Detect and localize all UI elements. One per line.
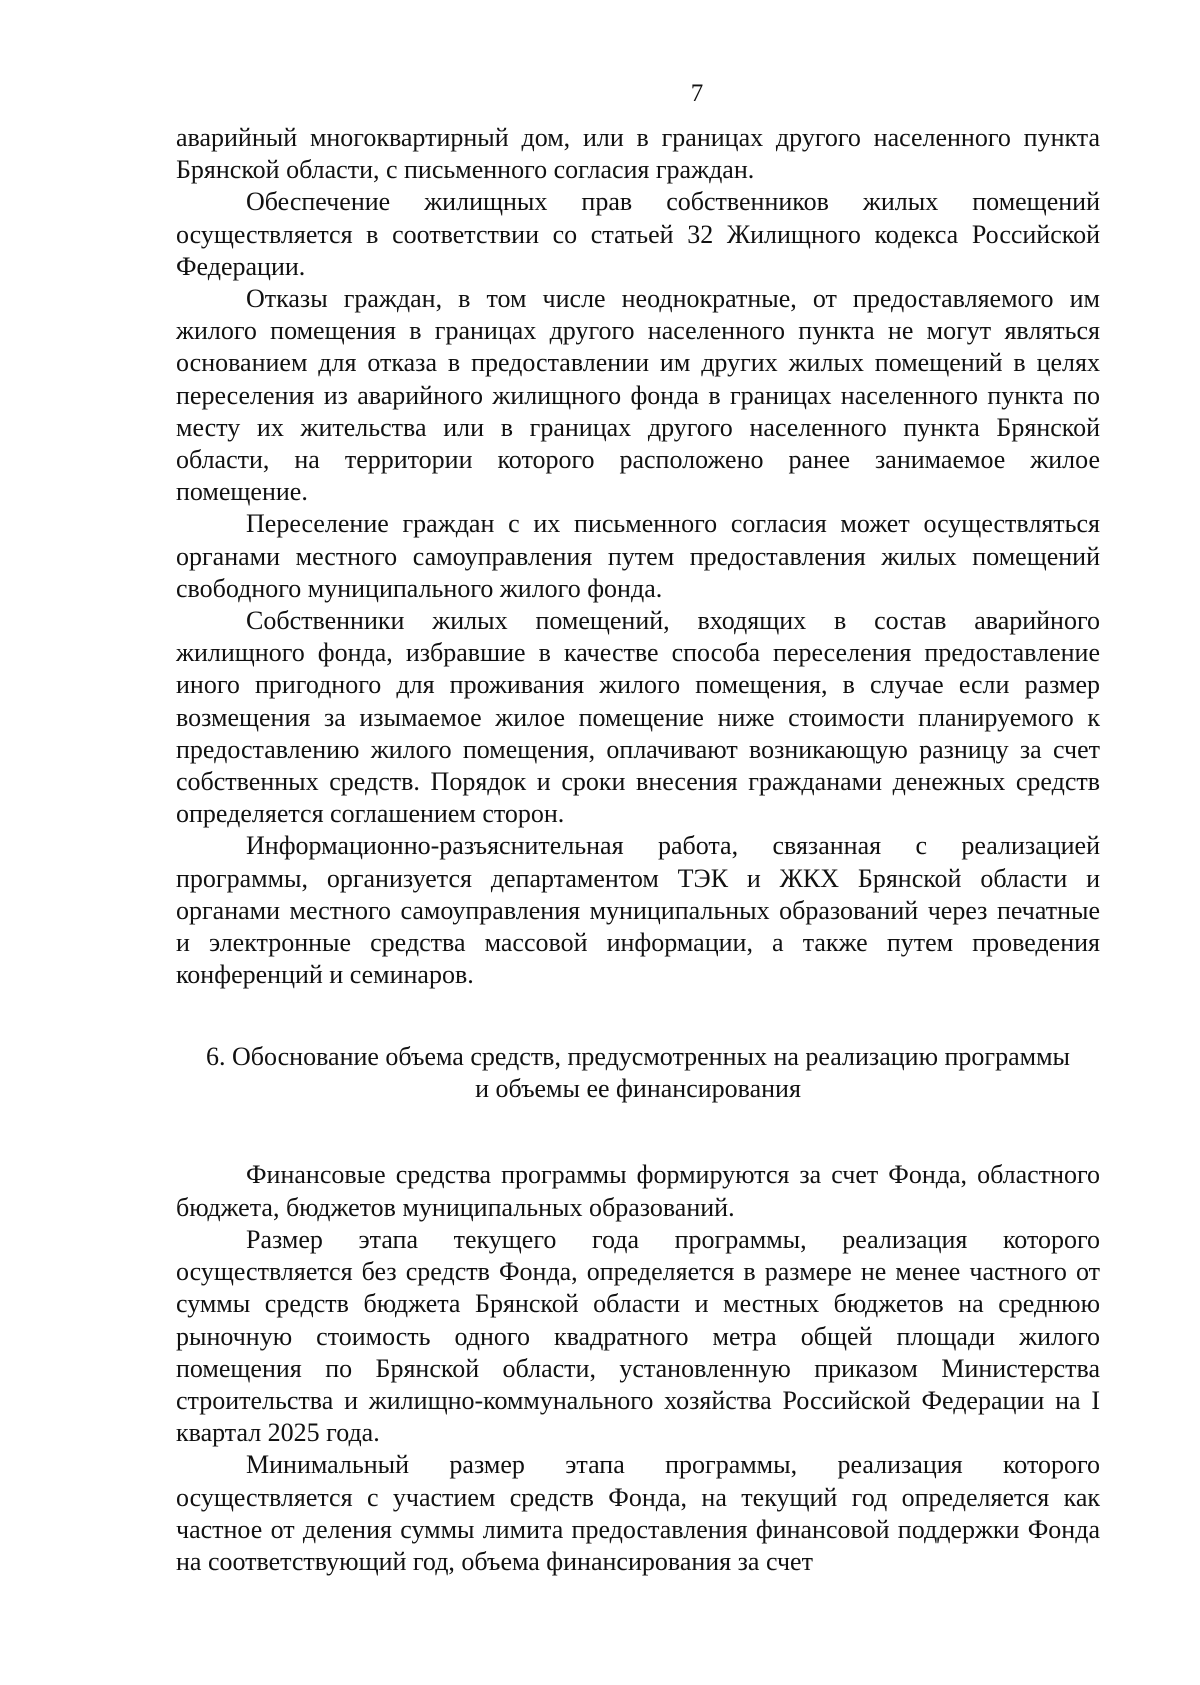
paragraph-housing-rights: Обеспечение жилищных прав собственников жилых помещений осуществляется в соответствии со статьей 32 Жилищного кодекса Российской Федерации.	[176, 187, 1100, 281]
page-number: 7	[690, 80, 704, 107]
section-heading-line-1: 6. Обоснование объема средств, предусмотренных на реализацию программы	[205, 1042, 1070, 1072]
paragraph-resettlement-consent: Переселение граждан с их письменного согласия может осуществляться органами местного самоуправления путем предоставления жилых помещений свободного муниципального жилого фонда.	[176, 509, 1100, 603]
paragraph-information-work: Информационно-разъяснительная работа, связанная с реализацией программы, организуется департаментом ТЭК и ЖКХ Брянской области и органами местного самоуправления муниципальных образований через печатные и электронные средства массовой информации, а также путем проведения конференций и семинаров.	[176, 831, 1100, 990]
document-page	[176, 78, 1100, 1578]
section-heading-line-2: и объемы ее финансирования	[475, 1074, 801, 1104]
paragraph-refusals: Отказы граждан, в том числе неоднократные, от предоставляемого им жилого помещения в границах другого населенного пункта не могут являться основанием для отказа в предоставлении им других жилых помещений в целях переселения из аварийного жилищного фонда в границах населенного пункта по месту их жительства или в границах другого населенного пункта Брянской области, на территории которого расположено ранее занимаемое жилое помещение.	[176, 284, 1100, 507]
section-heading	[176, 1041, 1100, 1105]
paragraph-owners-difference: Собственники жилых помещений, входящих в состав аварийного жилищного фонда, избравшие в качестве способа переселения предоставление иного пригодного для проживания жилого помещения, в случае если размер возмещения за изымаемое жилое помещение ниже стоимости планируемого к предоставлению жилого помещения, оплачивают возникающую разницу за счет собственных средств. Порядок и сроки внесения гражданами денежных средств определяется соглашением сторон.	[176, 606, 1100, 829]
paragraph-stage-with-fund: Минимальный размер этапа программы, реализация которого осуществляется с участием средств Фонда, на текущий год определяется как частное от деления суммы лимита предоставления финансовой поддержки Фонда на соответствующий год, объема финансирования за счет	[176, 1450, 1100, 1576]
paragraph-continuation: аварийный многоквартирный дом, или в границах другого населенного пункта Брянской области, с письменного согласия граждан.	[176, 123, 1100, 185]
paragraph-stage-without-fund: Размер этапа текущего года программы, реализация которого осуществляется без средств Фонда, определяется в размере не менее частного от суммы средств бюджета Брянской области и местных бюджетов на среднюю рыночную стоимость одного квадратного метра общей площади жилого помещения по Брянской области, установленную приказом Министерства строительства и жилищно-коммунального хозяйства Российской Федерации на I квартал 2025 года.	[176, 1224, 1100, 1448]
paragraph-funding-sources: Финансовые средства программы формируются за счет Фонда, областного бюджета, бюджетов муниципальных образований.	[176, 1160, 1100, 1222]
